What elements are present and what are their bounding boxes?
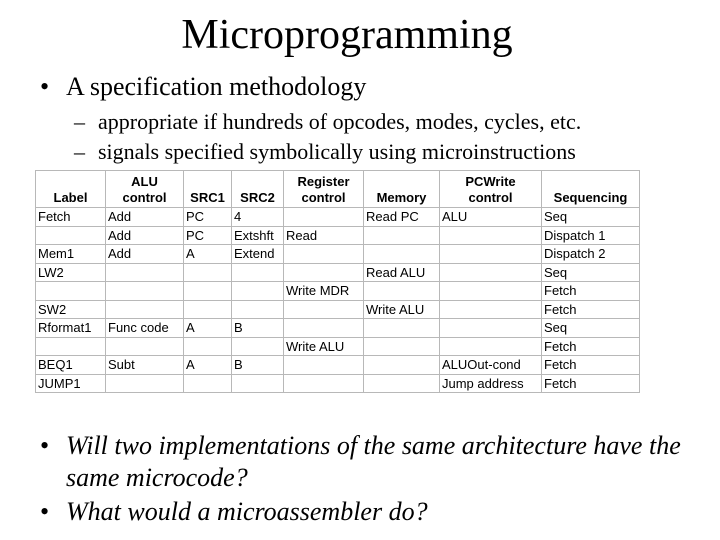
cell-src1 bbox=[184, 337, 232, 356]
cell-label: BEQ1 bbox=[36, 356, 106, 375]
cell-label: LW2 bbox=[36, 263, 106, 282]
sub-bullet-text: signals specified symbolically using microinstructions bbox=[98, 139, 576, 164]
cell-sequencing: Dispatch 2 bbox=[542, 245, 640, 264]
cell-pcwrite-control: ALU bbox=[440, 208, 542, 227]
microprogram-table bbox=[35, 170, 640, 393]
cell-memory: Write ALU bbox=[364, 300, 440, 319]
cell-pcwrite-control bbox=[440, 282, 542, 301]
bullet-text: A specification methodology bbox=[66, 72, 367, 101]
header-src1: SRC1 bbox=[184, 171, 232, 208]
cell-label bbox=[36, 337, 106, 356]
cell-pcwrite-control bbox=[440, 319, 542, 338]
cell-sequencing: Fetch bbox=[542, 282, 640, 301]
cell-src1: PC bbox=[184, 226, 232, 245]
cell-sequencing: Seq bbox=[542, 319, 640, 338]
cell-pcwrite-control bbox=[440, 263, 542, 282]
question-bullet-2 bbox=[40, 496, 428, 528]
cell-sequencing: Dispatch 1 bbox=[542, 226, 640, 245]
cell-src2: B bbox=[232, 356, 284, 375]
question-text: What would a microassembler do? bbox=[66, 497, 428, 526]
cell-sequencing: Fetch bbox=[542, 337, 640, 356]
cell-label bbox=[36, 226, 106, 245]
cell-memory bbox=[364, 245, 440, 264]
cell-pcwrite-control: ALUOut-cond bbox=[440, 356, 542, 375]
table-row bbox=[36, 337, 640, 356]
cell-memory: Read ALU bbox=[364, 263, 440, 282]
question-text: Will two implementations of the same architecture have the same microcode? bbox=[66, 431, 681, 492]
cell-pcwrite-control bbox=[440, 300, 542, 319]
cell-label: Rformat1 bbox=[36, 319, 106, 338]
cell-src2 bbox=[232, 282, 284, 301]
cell-src1: A bbox=[184, 245, 232, 264]
table-row bbox=[36, 356, 640, 375]
cell-sequencing: Fetch bbox=[542, 356, 640, 375]
cell-memory bbox=[364, 319, 440, 338]
cell-alu-control bbox=[106, 282, 184, 301]
cell-src2 bbox=[232, 374, 284, 393]
cell-alu-control bbox=[106, 263, 184, 282]
cell-label: SW2 bbox=[36, 300, 106, 319]
cell-src2 bbox=[232, 263, 284, 282]
sub-bullet-2 bbox=[74, 138, 576, 166]
question-bullet-1 bbox=[40, 430, 700, 494]
header-alu-control: ALU control bbox=[106, 171, 184, 208]
cell-memory bbox=[364, 282, 440, 301]
cell-register-control bbox=[284, 374, 364, 393]
cell-src1: PC bbox=[184, 208, 232, 227]
cell-src1 bbox=[184, 282, 232, 301]
cell-register-control bbox=[284, 245, 364, 264]
header-sequencing: Sequencing bbox=[542, 171, 640, 208]
bullet-marker: • bbox=[40, 72, 50, 101]
cell-pcwrite-control bbox=[440, 337, 542, 356]
table-row bbox=[36, 208, 640, 227]
cell-memory: Read PC bbox=[364, 208, 440, 227]
sub-bullet-text: appropriate if hundreds of opcodes, modes, cycles, etc. bbox=[98, 109, 582, 134]
cell-src2: B bbox=[232, 319, 284, 338]
cell-alu-control bbox=[106, 300, 184, 319]
cell-src2 bbox=[232, 300, 284, 319]
table-row bbox=[36, 300, 640, 319]
cell-src1: A bbox=[184, 356, 232, 375]
cell-label: JUMP1 bbox=[36, 374, 106, 393]
cell-pcwrite-control bbox=[440, 245, 542, 264]
cell-sequencing: Seq bbox=[542, 208, 640, 227]
cell-pcwrite-control bbox=[440, 226, 542, 245]
table-row bbox=[36, 374, 640, 393]
table-row bbox=[36, 226, 640, 245]
table-header-row bbox=[36, 171, 640, 208]
cell-memory bbox=[364, 337, 440, 356]
cell-label bbox=[36, 282, 106, 301]
cell-alu-control: Add bbox=[106, 245, 184, 264]
cell-src2: Extshft bbox=[232, 226, 284, 245]
bullet-marker: • bbox=[40, 497, 50, 526]
sub-bullet-1 bbox=[74, 108, 581, 136]
bullet-specification-methodology bbox=[40, 70, 366, 104]
cell-alu-control: Func code bbox=[106, 319, 184, 338]
cell-alu-control bbox=[106, 374, 184, 393]
table-row bbox=[36, 282, 640, 301]
slide-title: Microprogramming bbox=[181, 12, 513, 58]
cell-src2: 4 bbox=[232, 208, 284, 227]
cell-register-control: Read bbox=[284, 226, 364, 245]
cell-label: Mem1 bbox=[36, 245, 106, 264]
cell-register-control: Write MDR bbox=[284, 282, 364, 301]
cell-label: Fetch bbox=[36, 208, 106, 227]
cell-register-control bbox=[284, 263, 364, 282]
cell-alu-control: Subt bbox=[106, 356, 184, 375]
cell-sequencing: Fetch bbox=[542, 300, 640, 319]
cell-register-control: Write ALU bbox=[284, 337, 364, 356]
header-memory: Memory bbox=[364, 171, 440, 208]
table-row bbox=[36, 319, 640, 338]
cell-src1 bbox=[184, 263, 232, 282]
cell-src1: A bbox=[184, 319, 232, 338]
cell-alu-control: Add bbox=[106, 208, 184, 227]
header-register-control: Register control bbox=[284, 171, 364, 208]
cell-pcwrite-control: Jump address bbox=[440, 374, 542, 393]
header-pcwrite-control: PCWrite control bbox=[440, 171, 542, 208]
cell-sequencing: Seq bbox=[542, 263, 640, 282]
cell-alu-control bbox=[106, 337, 184, 356]
cell-register-control bbox=[284, 319, 364, 338]
table-row bbox=[36, 245, 640, 264]
cell-src1 bbox=[184, 374, 232, 393]
cell-register-control bbox=[284, 208, 364, 227]
cell-src1 bbox=[184, 300, 232, 319]
cell-memory bbox=[364, 374, 440, 393]
cell-memory bbox=[364, 226, 440, 245]
header-label: Label bbox=[36, 171, 106, 208]
header-src2: SRC2 bbox=[232, 171, 284, 208]
cell-src2: Extend bbox=[232, 245, 284, 264]
cell-register-control bbox=[284, 300, 364, 319]
cell-register-control bbox=[284, 356, 364, 375]
cell-src2 bbox=[232, 337, 284, 356]
bullet-marker: • bbox=[40, 431, 50, 460]
table-row bbox=[36, 263, 640, 282]
cell-memory bbox=[364, 356, 440, 375]
dash-marker: – bbox=[74, 109, 85, 134]
dash-marker: – bbox=[74, 139, 85, 164]
cell-sequencing: Fetch bbox=[542, 374, 640, 393]
cell-alu-control: Add bbox=[106, 226, 184, 245]
